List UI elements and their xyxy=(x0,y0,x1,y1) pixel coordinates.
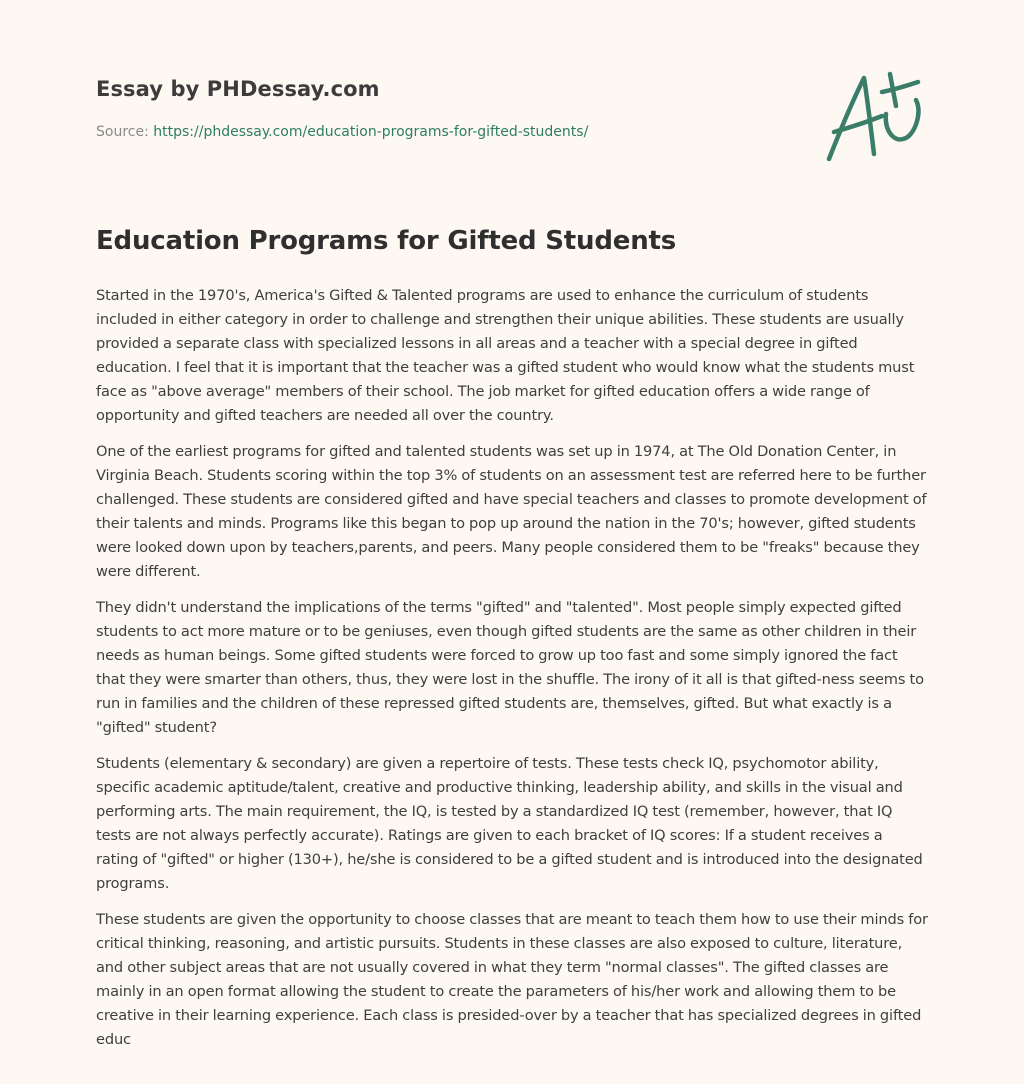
source-line xyxy=(96,124,588,140)
paragraph: They didn't understand the implications of the terms "gifted" and "talented". Most people simply expected gifted students to act more mature or to be geniuses, even though gifted students are the same as other children in their needs as human beings. Some gifted students were forced to grow up too fast and some simply ignored the fact that they were smarter than others, thus, they were lost in the shuffle. The irony of it all is that gifted-ness seems to run in families and the children of these repressed gifted students are, themselves, gifted. But what exactly is a "gifted" student? xyxy=(96,599,924,736)
source-link[interactable]: https://phdessay.com/education-programs-for-gifted-students/ xyxy=(153,124,589,140)
a-plus-grade-icon xyxy=(824,66,924,166)
paragraph: Students (elementary & secondary) are given a repertoire of tests. These tests check IQ, psychomotor ability, specific academic aptitude/talent, creative and productive thinking, leadership ability, and skills in the visual and performing arts. The main requirement, the IQ, is tested by a standardized IQ test (remember, however, that IQ tests are not always perfectly accurate). Ratings are given to each bracket of IQ scores: If a student receives a rating of "gifted" or higher (130+), he/she is considered to be a gifted student and is introduced into the designated programs. xyxy=(96,755,923,892)
paragraph: These students are given the opportunity to choose classes that are meant to teach them how to use their minds for critical thinking, reasoning, and artistic pursuits. Students in these classes are also exposed to culture, literature, and other subject areas that are not usually covered in what they term "normal classes". The gifted classes are mainly in an open format allowing the student to create the parameters of his/her work and allowing them to be creative in their learning experience. Each class is presided-over by a teacher that has specialized degrees in gifted educ xyxy=(96,911,928,1048)
document-title: Education Programs for Gifted Students xyxy=(96,226,677,256)
paragraph: One of the earliest programs for gifted and talented students was set up in 1974, at The Old Donation Center, in Virginia Beach. Students scoring within the top 3% of students on an assessment test are referred here to be further challenged. These students are considered gifted and have special teachers and classes to promote development of their talents and minds. Programs like this began to pop up around the nation in the 70's; however, gifted students were looked down upon by teachers,parents, and peers. Many people considered them to be "freaks" because they were different. xyxy=(96,443,927,580)
essay-page xyxy=(96,0,928,1048)
essay-body xyxy=(96,284,928,1064)
paragraph: Started in the 1970's, America's Gifted & Talented programs are used to enhance the curriculum of students included in either category in order to challenge and strengthen their unique abilities. These students are usually provided a separate class with specialized lessons in all areas and a teacher with a special degree in gifted education. I feel that it is important that the teacher was a gifted student who would know what the students must face as "above average" members of their school. The job market for gifted education offers a wide range of opportunity and gifted teachers are needed all over the country. xyxy=(96,287,915,424)
page-header xyxy=(96,0,928,200)
site-title: Essay by PHDessay.com xyxy=(96,77,380,101)
source-label: Source: xyxy=(96,124,149,140)
